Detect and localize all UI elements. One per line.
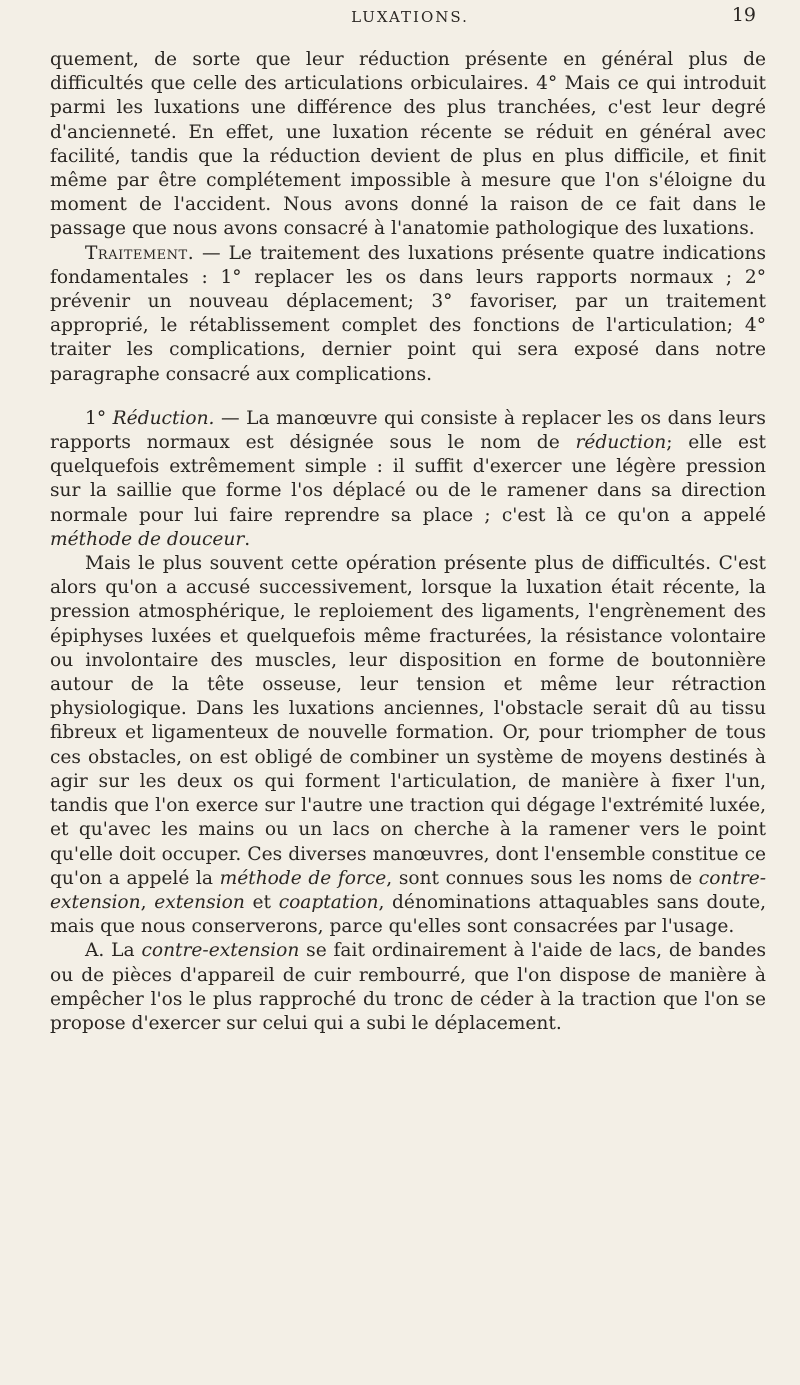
- subsection-heading-reduction: Réduction.: [112, 407, 215, 429]
- book-page: [50, 0, 770, 1385]
- paragraph-reduction: [50, 407, 766, 552]
- paragraph-contre-extension: [50, 939, 766, 1036]
- italic-term: extension: [154, 891, 245, 913]
- paragraph-continuation: [50, 48, 766, 242]
- paragraph-text: et: [244, 891, 279, 913]
- italic-term: contre-extension: [50, 867, 767, 913]
- paragraph-text: se fait ordinairement à l'aide de lacs, de bandes ou de pièces d'appareil de cuir rembourré, que l'on dispose de manière à empêcher l'os le plus rapproché du tronc de céder à la traction que l'on se propose d'exercer sur celui qui a subi le déplacement.: [50, 940, 766, 1034]
- italic-term: réduction: [575, 432, 667, 454]
- paragraph-difficultes: [50, 552, 766, 939]
- paragraph-text: — La manœuvre qui consiste à replacer les os dans leurs rapports normaux est désignée sous le nom de: [50, 407, 766, 454]
- paragraph-text: — Le traitement des luxations présente quatre indications fondamentales : 1° replacer les os dans leurs rapports normaux ; 2° prévenir un nouveau déplacement; 3° favoriser, par un traitement approprié, le rétablissement complet des fonctions de l'articulation; 4° traiter les complications, dernier point qui sera exposé dans notre paragraphe consacré aux complications.: [50, 242, 766, 385]
- paragraph-text: , dénominations attaquables sans doute, mais que nous conserverons, parce qu'elles sont consacrées par l'usage.: [50, 891, 767, 938]
- paragraph-lead: A. La: [85, 940, 142, 962]
- section-heading-traitement: Traitement.: [85, 242, 195, 264]
- paragraph-text: .: [244, 528, 251, 550]
- subsection-number: 1°: [85, 407, 107, 429]
- paragraph-traitement: [50, 242, 766, 387]
- italic-term: contre-extension: [141, 940, 300, 962]
- body-text: [50, 48, 766, 1036]
- italic-term: méthode de force: [219, 867, 387, 889]
- paragraph-text: ,: [140, 891, 155, 913]
- paragraph-text: Mais le plus souvent cette opération présente plus de difficultés. C'est alors qu'on a accusé successivement, lorsque la luxation était récente, la pression atmosphérique, le reploiement des ligaments, l'engrènement des épiphyses luxées et quelquefois même fracturées, la résistance volontaire ou involontaire des muscles, leur disposition en forme de boutonnière autour de la tête osseuse, leur tension et même leur rétraction physiologique. Dans les luxations anciennes, l'obstacle serait dû au tissu fibreux et ligamenteux de nouvelle formation. Or, pour triompher de tous ces obstacles, on est obligé de combiner un système de moyens destinés à agir sur les deux os qui forment l'articulation, de manière à fixer l'un, tandis que l'on exerce sur l'autre une traction qui dégage l'extrémité luxée, et qu'avec les mains ou un lacs on cherche à la ramener vers le point qu'elle doit occuper. Ces diverses manœuvres, dont l'ensemble constitue ce qu'on a appelé la: [50, 553, 766, 889]
- paragraph-text: , sont connues sous les noms de: [386, 867, 699, 889]
- italic-term: méthode de douceur: [50, 528, 245, 550]
- paragraph-text: quement, de sorte que leur réduction présente en général plus de difficultés que celle des articulations orbiculaires. 4° Mais ce qui introduit parmi les luxations une différence des plus tranchées, c'est leur degré d'ancienneté. En effet, une luxation récente se réduit en général avec facilité, tandis que la réduction devient de plus en plus difficile, et finit même par être complétement impossible à mesure que l'on s'éloigne du moment de l'accident. Nous avons donné la raison de ce fait dans le passage que nous avons consacré à l'anatomie pathologique des luxations.: [50, 49, 766, 240]
- page-number: 19: [731, 4, 756, 26]
- running-title: LUXATIONS.: [351, 8, 469, 26]
- paragraph-text: ; elle est quelquefois extrêmement simple : il suffit d'exercer une légère pression sur la saillie que forme l'os déplacé ou de le ramener dans sa direction normale pour lui faire reprendre sa place ; c'est là ce qu'on a appelé: [50, 432, 766, 526]
- italic-term: coaptation: [278, 891, 379, 913]
- running-header: [50, 0, 770, 50]
